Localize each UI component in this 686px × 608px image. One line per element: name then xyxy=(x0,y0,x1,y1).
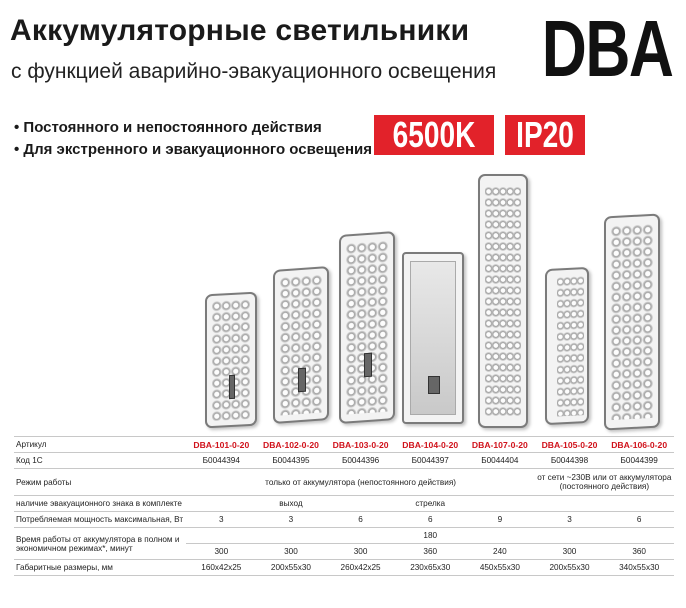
product-image-dba-107 xyxy=(478,174,528,428)
feature-item: • Постоянного и непостоянного действия xyxy=(14,119,322,136)
table-cell: 6 xyxy=(395,512,465,528)
table-cell xyxy=(535,496,605,512)
table-cell: 9 xyxy=(465,512,535,528)
feature-list xyxy=(14,117,372,161)
page-subtitle: с функцией аварийно-эвакуационного освещения xyxy=(11,60,497,83)
led-grid xyxy=(485,186,522,416)
table-cell: 360 xyxy=(395,544,465,560)
table-cell: Б0044398 xyxy=(535,453,605,469)
product-image-dba-103 xyxy=(339,231,395,424)
table-cell: выход xyxy=(256,496,326,512)
product-image-dba-104 xyxy=(402,252,464,424)
table-cell: 200x55x30 xyxy=(535,560,605,576)
table-row xyxy=(14,560,674,576)
table-row xyxy=(14,496,674,512)
table-cell: 3 xyxy=(535,512,605,528)
table-row xyxy=(14,437,674,453)
ip-rating-badge: IP20 xyxy=(505,115,585,155)
product-image-dba-105 xyxy=(545,267,589,425)
row-label: Артикул xyxy=(14,437,186,453)
switch-icon xyxy=(364,353,371,378)
page-title: Аккумуляторные светильники xyxy=(10,14,470,47)
product-image-dba-106 xyxy=(604,214,660,431)
table-cell xyxy=(604,496,674,512)
table-cell: 300 xyxy=(535,544,605,560)
model-cell: DBA-102-0-20 xyxy=(256,437,326,453)
table-cell: 200x55x30 xyxy=(256,560,326,576)
led-grid xyxy=(346,241,388,414)
led-grid xyxy=(611,224,653,419)
led-grid xyxy=(280,275,322,416)
table-cell xyxy=(186,496,256,512)
model-cell: DBA-101-0-20 xyxy=(186,437,256,453)
table-cell: Б0044394 xyxy=(186,453,256,469)
table-cell: 450x55x30 xyxy=(465,560,535,576)
switch-icon xyxy=(428,376,439,394)
led-grid xyxy=(557,275,584,416)
model-cell: DBA-105-0-20 xyxy=(535,437,605,453)
row-label: Время работы от аккумулятора в полном и экономичном режимах*, минут xyxy=(14,528,186,560)
row-label: Режим работы xyxy=(14,469,186,496)
color-temperature-badge: 6500K xyxy=(374,115,494,155)
table-cell: 300 xyxy=(186,544,256,560)
table-cell: 3 xyxy=(256,512,326,528)
table-cell: 3 xyxy=(186,512,256,528)
model-cell: DBA-106-0-20 xyxy=(604,437,674,453)
table-cell: 230x65x30 xyxy=(395,560,465,576)
table-row xyxy=(14,512,674,528)
table-cell: Б0044397 xyxy=(395,453,465,469)
brand-logo: DBA xyxy=(541,4,672,93)
table-row xyxy=(14,528,674,544)
row-label: Код 1С xyxy=(14,453,186,469)
table-cell: Б0044399 xyxy=(604,453,674,469)
model-cell: DBA-107-0-20 xyxy=(465,437,535,453)
table-cell: Б0044395 xyxy=(256,453,326,469)
table-cell: 260x42x25 xyxy=(326,560,396,576)
table-cell: 6 xyxy=(326,512,396,528)
table-cell: 6 xyxy=(604,512,674,528)
switch-icon xyxy=(298,368,305,393)
table-cell: от сети ~230В или от аккумулятора (постоянного действия) xyxy=(535,469,674,496)
table-cell: 300 xyxy=(326,544,396,560)
table-cell: стрелка xyxy=(395,496,465,512)
table-cell xyxy=(465,496,535,512)
product-image-dba-101 xyxy=(205,292,257,429)
table-cell: 340x55x30 xyxy=(604,560,674,576)
table-cell: Б0044396 xyxy=(326,453,396,469)
led-grid xyxy=(212,299,250,421)
row-label: наличие эвакуационного знака в комплекте xyxy=(14,496,186,512)
product-image-dba-102 xyxy=(273,266,329,424)
specs-table xyxy=(14,436,674,576)
table-cell: 240 xyxy=(465,544,535,560)
table-cell: 180 xyxy=(186,528,674,544)
table-cell: только от аккумулятора (непостоянного действия) xyxy=(186,469,534,496)
feature-item: • Для экстренного и эвакуационного освещения xyxy=(14,141,373,158)
table-row xyxy=(14,453,674,469)
table-cell: 300 xyxy=(256,544,326,560)
row-label: Габаритные размеры, мм xyxy=(14,560,186,576)
model-cell: DBA-103-0-20 xyxy=(326,437,396,453)
model-cell: DBA-104-0-20 xyxy=(395,437,465,453)
switch-icon xyxy=(229,375,236,399)
table-cell: Б0044404 xyxy=(465,453,535,469)
row-label: Потребляемая мощность максимальная, Вт xyxy=(14,512,186,528)
table-cell: 360 xyxy=(604,544,674,560)
table-cell: 160x42x25 xyxy=(186,560,256,576)
table-row xyxy=(14,469,674,496)
table-cell xyxy=(326,496,396,512)
